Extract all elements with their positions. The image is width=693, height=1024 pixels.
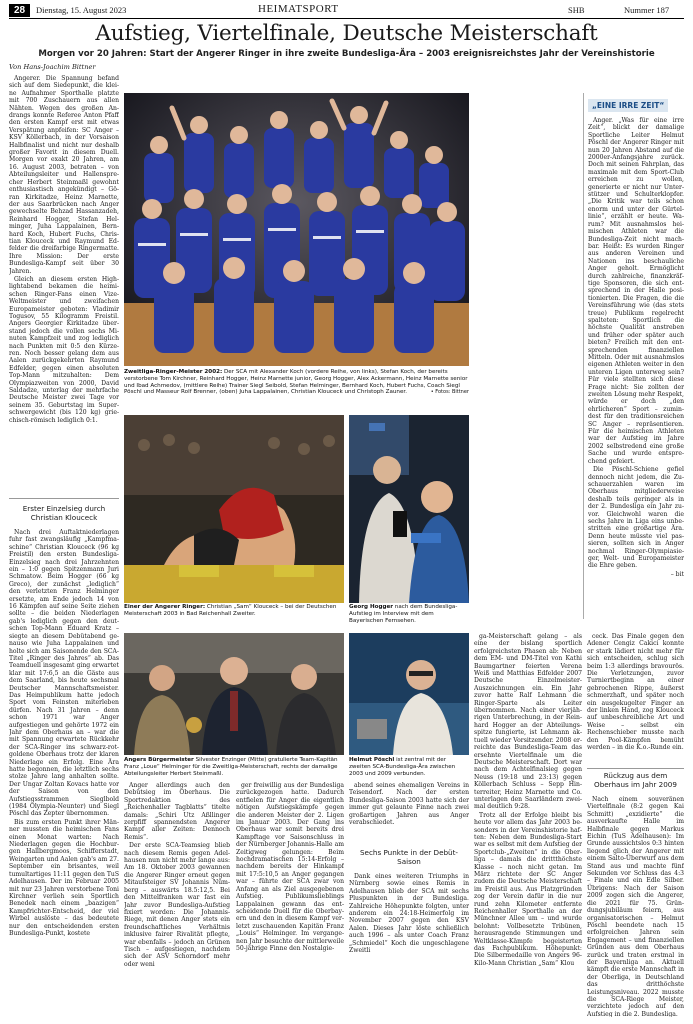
paragraph: ceck. Das Finale gegen den Adener Cengiz Cakici konnte er stark lädiert nicht mehr für sich entscheiden, schlug sich beim 1:3 allerdings bravourös. Die Verletzungen, zuvor Turniertbeginn an einer gebrochenen Rippe, äußerst schmerzhaft, und später noch ein ausgekugelter Finger an der linken Hand, zog Klouceck auf unbeschreibliche Art und Weise – selbst ein Rechenschieber musste nach den Pool-Kämpfen bemüht werden – in die K.o.-Runde ein. [587, 633, 684, 752]
paragraph: Angerer. Die Spannung befand sich auf dem Siedepunkt, die kleine Aufnahmer Sporthalle platzte mit 700 Zuschauern aus allen Nähten. Wegen des großen Andrangs konnte Referee Anton Pfaff den ersten Kampf erst mit etwas Verspätung anpfeifen: SC Anger – KSV Köllerbach, in der Vorsaison Halbfinalist und nicht nur deshalb großer Favorit in diesem Duell. Morgen vor exakt 20 Jahren, am 16. August 2003, betraten – von Abteilungsleiter und Hallensprecher Herbert Steinmaßl gewohnt enthusiastisch angekündigt – Göran Kirkitadze, Heinz Marnette, der aus Saarbrücken nach Anger gewechselte Behzad Hassanzadeh, Reinhard Hogger, Stefan Helminger, Juha Lappalainen, Bernhard Koch, Hubert Fuchs, Christian Klouceck und Raymund Edfelder die dreifarbige Ringermatte. Ihre Mission: Der erste Bundesliga-Kampf seit über 30 Jahren. [9, 75, 119, 275]
sidebar-heading: „EINE IRRE ZEIT“ [588, 99, 668, 112]
header-rule [9, 18, 684, 19]
paragraph: Anger allerdings auch den Debütsieg im Oberhaus. Die Sportredaktion des „Reichenhaller Tagblatts“ titelte damals: „Schiri Utz Aßllinger zerpfiff spannendsten Angerer Kampf aller Zeiten: Dennoch Remis“. [124, 782, 230, 841]
sidebar-text [588, 117, 684, 612]
paragraph: Anger. „Was für eine irre Zeit“, blickt der damalige Sportliche Leiter Helmut Pöschl der Angerer Ringer mit nun 20 Jahren Abstand auf die 2000er-Anfangsjahre zurück. Doch mit seinen Fahrplan, das maximale mit dem Sport-Club erreichen zu wollen, generierte er nicht nur Unterstützer und Schulterklopfer. „Die Kritik war teils schon enorm und unter der Gürtellinie“, erzählt er heute. Warum? Mit ausnahmslos heimischen Athleten war die Bundesliga-Zeit nicht machbar. Heißt: Es wurden Ringer aus anderen Vereinen und Nationen ins beschauliche Anger geholt. Ermöglicht durch zahlreiche, finanzkräftige Sponsoren, die sich entsprechend in der Halle positionierten. Die Fragen, die die Vereinsführung wie (das stets treue) Publikum regelrecht spalteten: Sportlich die höchste Qualität anstreben und früher oder später auch bieten? Freilich mit den entsprechenden finanziellen Mitteln. Oder mit ausnahmslos eigenen Athleten weiter in den unteren Ligen unterweg sein? Für viele stellten sich diese Frage nicht: Sie zollten der zweiten Lösung mehr Respekt, würde er doch „den ehrlicheren“ Sport – zumindest für den traditionsreichen SC Anger – repräsentieren. Für die heimischen Athleten war der Aufstieg im Jahre 2002 selbstredend eine große Sache und wurde entsprechend gefeiert. [588, 117, 684, 465]
subheading-sechs-punkte: Sechs Punkte in der Debüt-Saison [359, 848, 459, 866]
column-6-mid [587, 633, 684, 763]
paragraph: Trotz all der Erfolge bleibt bis heute vor allem das Jahr 2003 besonders in der Vereinshistorie haften: Neben dem Bundesliga-Start war es selbst mit dem Aufstieg der Sportclub-„Zweiten“ in die Oberliga – damals die drittthöchste Klasse – noch nicht getan. Im März richtete der SC Anger zudem die Deutsche Meisterschaft im Freistil aus. Aus Platzgründen zog der Verein dafür in die nur rund zehn Kilometer entfernte Reichenhaller Sporthalle an der Münchner Allee um – und wurde belohnt: Vollbesetzte Tribünen, herausragende Stimmungen und Weltklasse-Kämpfe begeisterten das Fachpublikum. Höhepunkt: Die Silbermedaille von Angers 96-Kilo-Mann Christian „Sam“ Klou [474, 811, 582, 967]
team-photo [124, 93, 469, 366]
paragraph: Die Pöschl-Schiene gefiel dennoch nicht jedem, die Zuschauerzahlen waren im Oberhaus mitgliederweise deshalb teils geringer als in der 2. Bundesliga ein Jahr zuvor. Gleichwohl waren die sechs Jahre in Liga eins unbestritten eine großartige Ära. Denn heute müsste viel passieren, sollten sich in Anger nochmal Ringer-Olympiasieger, Welt- und Europameister die Ehre geben. [588, 466, 684, 570]
poeschl-photo-caption [349, 757, 469, 777]
paragraph: Nach einem souveränen Viertelfinale (8:2 gegen Kai Schmitt) „exzidierte“ die ausverkaufte Halle im Halbfinale gegen Markus Eichin (TuS Adelhausen): Im Grunde aussichtslos 0:3 hinten liegend glich der Angerer mit einem Salto-Überwurf aus dem Stand aus und machte fünf Sekunden vor Schluss das 4:3 – Finale und ein Edle Silber. Übrigens: Nach der Saison 2009 zogen sich die Angerer, die 2021 für 75. Gründungsjubiläum feiern, aus organisatorischen – Helmut Pöschl beendete nach 15 erfolgreichen Jahren sein Engagement – und finanziellen Gründen aus dem Oberhaus zurück und traten erstmal in der Bayernliga an. Aktuell kämpft die erste Mannschaft in der Oberliga, in Deutschland das dritthöchste Leistungsniveau. 2022 musste die SCA-Riege Meister, verzichtete jedoch auf den Aufstieg in die 2. Bundesliga. [587, 796, 684, 1017]
caption-bold: Zweitliga-Ringer-Meister 2002: [124, 369, 223, 375]
caption-bold: Helmut Pöschl [349, 757, 395, 763]
issue-date: Dienstag, 15. August 2023 [36, 5, 127, 15]
interview-photo-caption [349, 604, 469, 624]
wrestling-photo-caption [124, 604, 344, 618]
mayor-photo-illustration [124, 633, 344, 755]
paragraph: ger freiwillig aus der Bundesliga zurückgezogen hatte. Dadurch entfielen für Anger die eigentlich nötigen Aufstiegskämpfe gegen die anderen Meister der 2. Ligen im Januar 2003. Der Gang ins Oberhaus war somit bereits drei Kampftage vor Saisonschluss in der Nürnberger Johannis-Halle am Zeitigweg gelungen: Beim hochdramatischen 15:14-Erfolg – nachdem bereits der Hinkampf mit 17:5:10,5 an Anger gegangen war – führte der SCA zwar von Anfang an als Ziel ausgegebenen Aufstieg. Publikumslieblings Lappalainen gewann das entscheidende Duell für die Oberbayern und den in diesem Kampf verletzt zuschauenden Kapitän Franz „Louis“ Helminger. Im vergangenen Jahr besuchte der mittlerweile 50-jährige Finne den Nostalgie- [236, 782, 344, 952]
paragraph: ga-Meisterschaft gelang – als eine der bislang sportlich erfolgreichsten Phasen ab: Neben dem EM- und DM-Titel von Kathi Baumgartner feierten Verena Weiß und Matthias Edfelder 2007 Deutsche Einzelmeister-Auszeichnungen ein. Ein Jahr zuvor hatte Ralf Lehmann die Ringer-Sparte als Leiter übernommen. Nach einer vierjährigen Unterbrechung, in der Reinhard Hogger an der Abteilungsspitze fungierte, ist Lehmann aktuell wieder Vorsitzender. 2008 erreichte das Bundesliga-Team das ersehnte Viertelfinale um die Deutsche Meisterschaft. Dort war nach dem Achtelfinalsieg gegen Neuss (19:18 und 23:13) gegen Köllerbach Schluss – Sepp Hinterreiter, Heinz Marnette und Co. unterlagen den Saarländern zweimal deutlich 9:28. [474, 633, 582, 811]
byline: Von Hans-Joachim Bittner [9, 63, 96, 71]
subheading-rueckzug: Rückzug aus dem Oberhaus im Jahr 2009 [594, 771, 677, 789]
paragraph: Dank eines weiteren Triumphs in Nürnberg sowie eines Remis in Adelhausen blieb der SCA mit sechs Pluspunkten in der Bundesliga. Zahlreiche Höhepunkte folgten, unter anderem ein 24:18-Heimerfolg im November 2007 gegen den KSV Aalen. Dieses Jahr löste schließlich auch 1996 – als unter Coach Franz „Schmiedel“ Koch die ungeschlagene Zweitli [349, 873, 469, 955]
paper-name: SHB [568, 5, 585, 15]
divider [9, 498, 119, 499]
headline: Aufstieg, Viertelfinale, Deutsche Meisterschaft [95, 21, 598, 46]
column-1-bottom [9, 529, 119, 1017]
column-1-top [9, 75, 119, 496]
paragraph: Bis zum ersten Punkt ihrer Männer mussten die heimischen Fans einen Monat warten: Nach Niederlagen gegen die Hochburgen Hallbergmoos, Schifferstadt, Weingarten und Aalen gab's am 27. September ein brisantes, weil tumultartiges 11:11 gegen den TuS Adelhausen. Der im Februar 2005 mit nur 23 Jahren verstorbene Toni Kirchner verlieh sein Sportlich Benedek nach einem „baazigen“ Kampfrichter-Entscheid, der viel Wirbel auslöste – das bedeutete nur den entscheidenden ersten Bundesliga-Punkt, kostete [9, 818, 119, 937]
caption-bold: Georg Hogger [349, 604, 394, 610]
column-6-bottom [587, 796, 684, 1017]
caption-bold: Einer der Angerer Ringer: [124, 604, 206, 610]
paragraph: Nach drei Auftaktniederlagen fuhr fast zwangsläufig „Kampfmaschine“ Christian Klouceck (96 kg Freistil) den ersten Bundesliga-Einzelsieg nach drei Jahrzehnten ein – 1:0 gegen Spitzenmann Juri Schmatow. Beim Hogger (66 kg Greco), der zunächst „lediglich“ den verletzten Franz Helminger ersetzte, am Ende jedoch 14 von 16 Kämpfen auf seine Seite ziehen sollte – die beiden Niederlagen gab's lediglich gegen den deutschen Top-Mann Eduard Kratz – siegte an diesem Debütabend genauso wie Juha Lappalainen und holte sich am Saisonende den SCA-Titel „Ringer des Jahres“ ab. Das Teamduell insgesamt ging erwartet klar mit 17:6,5 an die Gäste aus dem Saarland, bis heute sechsmal Deutscher Mannschaftsmeister. Das Heimpublikum hatte jedoch Sport vom Feinsten miterleben dürfen. Nach 31 Jahren – denn schon 1971 war Anger aufgestiegen und gehörte 1972 ein Jahr dem Oberhaus an – war die mit Spannung erwartete Rückkehr der SCA-Ringer ins schwarz-rot-goldene Oberhaus trotz der klaren Niederlage ein Erfolg. Eine Ära hatte begonnen, die letztlich sechs stolze Jahre lang anhalten sollte. Der Ungar Zoltan Kovacs hatte vor der Saison von den Aufstiegsstrammen Sieglbold (1984 Olympia-Neunter) und Siegl Pöschl das Zepter übernommen. [9, 529, 119, 818]
poeschl-photo-illustration [349, 633, 469, 755]
interview-photo [349, 415, 469, 603]
mayor-photo [124, 633, 344, 755]
interview-photo-illustration [349, 415, 469, 603]
caption-text: ist zentral mit der zweiten SCA-Bundesliga-Ära zwischen 2003 und 2009 verbunden. [349, 757, 456, 777]
subheading-einzelsieg: Erster Einzelsieg durch Christian Klouceck [22, 504, 106, 522]
column-3-bottom [124, 782, 230, 1017]
photo-credit: • Fotos: Bittner [430, 389, 469, 396]
column-5-bottom [349, 782, 469, 842]
sidebar-author: – bit [670, 570, 684, 578]
column-4-bottom [236, 782, 344, 1017]
team-photo-illustration [124, 93, 469, 366]
paragraph: Der erste SCA-Teamsieg blieb nach diesem Remis gegen Adelhausen nun nicht mehr lange aus: Am 18. Oktober 2003 gewannen die Angerer Ringer erneut gegen Mitaufsteiger SV Johannis Nümberg – auswärts 18.5:12,5. Bei den Mittelfranken war fast ein Jahr zuvor Bundesliga-Aufstieg fixiert worden: Die Johannis-Riege, mit denen Anger stets ein freundschaftliches Verhältnis inklusive fairer Rivalität pflegte, war ebenfalls – jedoch an Grünen Tisch – aufgestiegen, nachdem sich der ASV Schorndorf mehr oder weni [124, 842, 230, 968]
column-5-mid [474, 633, 582, 1017]
page-number: 28 [9, 4, 30, 17]
caption-text: Christian „Sam“ Klouceck – bei der Deutschen Meisterschaft 2003 in Bad Reichenhall Zweiter. [124, 604, 337, 617]
paragraph: abend seines ehemaligen Vereins in Teisendorf. Nach der ersten Bundesliga-Saison 2003 hatte sich der immer gut gelaunte Finne nach zwei großartigen Jahren aus Anger verabschiedet. [349, 782, 469, 827]
divider [587, 768, 684, 769]
subheadline: Morgen vor 20 Jahren: Start der Angerer Ringer in ihre zweite Bundesliga-Ära – 2003 ereignisreichstes Jahr der Vereinshistorie [38, 49, 655, 59]
team-photo-caption [124, 369, 469, 402]
caption-text: Der SCA mit Alexander Koch (vordere Reihe, von links), Stefan Koch, der bereits verstorbene Tom Kirchner, Reinhard Hogger, Heinz Marnette junior, Georg Hogger, Alex Ackermann, Heinz Marnette senior und Ibad Achmedov, (mittlere Reihe) Trainer Siegl Seibold, Stefan Helminger, Bernhard Koch, Hubert Fuchs, Coach Siegl Pöschl und Masseur Rolf Brenner, (oben) Juha Lappalainen, Christian Klouceck und Christoph Zauner. [124, 369, 468, 396]
mayor-photo-caption [124, 757, 344, 777]
caption-text: Silvester Enzinger (Mitte) gratulierte Team-Kapitän Franz „Loue“ Helminger für die Zweitliga-Meisterschaft, rechts der damalige Abteilungsleiter Herbert Steinmaßl. [124, 757, 338, 777]
column-5-bottom-2 [349, 873, 469, 1017]
caption-bold: Angers Bürgermeister [124, 757, 194, 763]
poeschl-photo [349, 633, 469, 755]
issue-number: Nummer 187 [624, 5, 670, 15]
caption-text: nach dem Bundesliga-Aufstieg im Interview mit dem Bayerischen Fernsehen. [349, 604, 458, 624]
section-title: HEIMATSPORT [258, 3, 339, 15]
wrestling-photo [124, 415, 344, 603]
wrestling-photo-illustration [124, 415, 344, 603]
sidebar-box [583, 93, 684, 619]
paragraph: Gleich an diesem ersten Highlightabend bekamen die heimischen Ringer-Fans einen VizeWeltmeister und zweifachen Europameister geboten: Vladimir Togusov, 55 Kilogramm Freistil. Angers Georgier Kirkitadze überstand jedoch die vollen sechs Minuten Kampfzeit und zog lediglich nach Punkten mit 0:5 den Kürzeren. Noch besser gelang dem aus Aalen zurückgekehrten Raymund Edfelder, gegen einen absoluten Top-Mann mitzuhalten: Dem Olympiazweiten von 2000, David Saldadze, unterlag der mehrfache Deutsche Meister zwei Tage vor seinem 35. Geburtstag im Superschwergewicht (bis 120 kg) griechisch-römisch lediglich 0:1. [9, 275, 119, 424]
